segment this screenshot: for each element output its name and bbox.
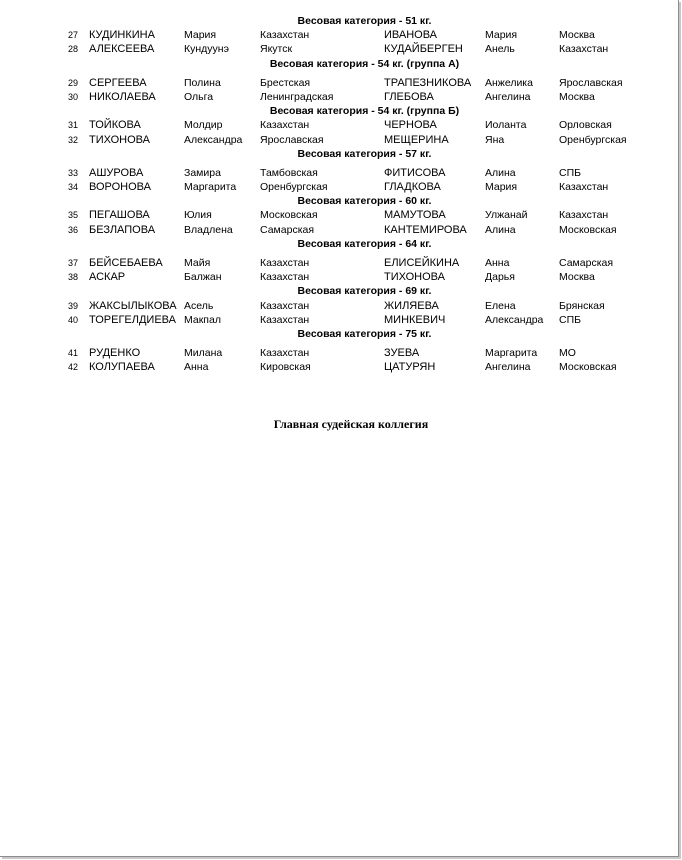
athlete-2-surname: ЧЕРНОВА xyxy=(384,119,437,132)
bout-number: 40 xyxy=(67,314,78,325)
athlete-2-name: Алина xyxy=(485,166,516,179)
athlete-2-name: Александра xyxy=(485,313,544,326)
bout-number: 37 xyxy=(67,258,78,268)
athlete-1-name: Маргарита xyxy=(184,181,237,194)
athlete-1-surname: ЖАКСЫЛЫКОВА xyxy=(89,299,177,312)
athlete-1-region: Тамбовская xyxy=(260,166,318,179)
bout-row xyxy=(0,360,679,374)
bout-row xyxy=(0,28,679,42)
athlete-2-name: Маргарита xyxy=(485,347,538,360)
athlete-1-name: Александра xyxy=(184,133,243,146)
athlete-1-region: Ленинградская xyxy=(260,90,334,103)
bout-number: 30 xyxy=(67,91,78,102)
bout-row xyxy=(0,166,679,180)
athlete-2-surname: ФИТИСОВА xyxy=(384,166,446,179)
bout-number: 28 xyxy=(67,44,78,55)
athlete-1-surname: ТОЙКОВА xyxy=(89,119,141,132)
athlete-1-name: Макпал xyxy=(184,313,221,326)
athlete-1-region: Казахстан xyxy=(260,119,310,132)
athlete-2-region: Москва xyxy=(559,29,595,42)
athlete-2-region: Самарская xyxy=(559,257,614,269)
bout-row xyxy=(0,133,679,147)
bout-number: 32 xyxy=(67,134,78,145)
bout-row xyxy=(0,346,679,360)
bout-row xyxy=(0,270,679,284)
athlete-2-name: Иоланта xyxy=(485,119,527,132)
athlete-1-region: Московская xyxy=(260,209,318,222)
athlete-1-region: Самарская xyxy=(260,223,315,236)
weight-category-heading: Весовая категория - 54 кг. (группа Б) xyxy=(269,105,460,118)
athlete-1-name: Анна xyxy=(184,361,209,374)
bout-row xyxy=(0,223,679,237)
bouts-list xyxy=(0,14,679,375)
athlete-1-name: Полина xyxy=(184,76,221,89)
athlete-1-name: Молдир xyxy=(184,119,223,132)
athlete-2-region: Орловская xyxy=(559,119,612,132)
athlete-2-name: Елена xyxy=(485,299,516,312)
athlete-1-name: Замира xyxy=(184,166,221,179)
bout-number: 39 xyxy=(67,300,78,311)
athlete-1-surname: ВОРОНОВА xyxy=(89,181,151,194)
athlete-1-surname: НИКОЛАЕВА xyxy=(89,90,156,103)
athlete-1-surname: БЕЗЛАПОВА xyxy=(89,223,156,236)
athlete-2-surname: ЕЛИСЕЙКИНА xyxy=(384,257,460,269)
athlete-1-surname: РУДЕНКО xyxy=(89,347,141,360)
athlete-1-region: Кировская xyxy=(260,361,311,374)
bout-number: 41 xyxy=(67,348,78,359)
athlete-1-region: Ярославская xyxy=(260,133,324,146)
athlete-1-name: Балжан xyxy=(184,271,222,284)
athlete-1-region: Оренбургская xyxy=(260,181,328,194)
athlete-2-region: МО xyxy=(559,347,576,360)
athlete-2-surname: ЗУЕВА xyxy=(384,347,420,360)
bout-number: 42 xyxy=(67,362,78,373)
athlete-2-region: СПБ xyxy=(559,166,582,179)
athlete-1-surname: АШУРОВА xyxy=(89,166,144,179)
bout-number: 36 xyxy=(67,224,78,235)
athlete-2-region: Оренбургская xyxy=(559,133,627,146)
athlete-2-surname: КАНТЕМИРОВА xyxy=(384,223,467,236)
athlete-1-region: Якутск xyxy=(260,43,293,56)
athlete-1-region: Казахстан xyxy=(260,29,310,42)
athlete-2-name: Анжелика xyxy=(485,76,533,89)
athlete-1-name: Майя xyxy=(184,257,211,269)
athlete-2-surname: ГЛАДКОВА xyxy=(384,181,441,194)
athlete-1-surname: ПЕГАШОВА xyxy=(89,209,150,222)
athlete-1-region: Казахстан xyxy=(260,257,310,269)
athlete-1-region: Брестская xyxy=(260,76,311,89)
athlete-1-name: Милана xyxy=(184,347,223,360)
athlete-1-region: Казахстан xyxy=(260,313,310,326)
athlete-1-region: Казахстан xyxy=(260,347,310,360)
bout-row xyxy=(0,256,679,270)
athlete-2-name: Ангелина xyxy=(485,361,531,374)
athlete-1-name: Асель xyxy=(184,299,214,312)
bout-row xyxy=(0,76,679,90)
athlete-1-region: Казахстан xyxy=(260,271,310,284)
weight-category-heading: Весовая категория - 64 кг. xyxy=(297,237,432,250)
athlete-2-surname: МЕЩЕРИНА xyxy=(384,133,449,146)
bout-row xyxy=(0,90,679,104)
athlete-2-region: Ярославская xyxy=(559,76,623,89)
athlete-1-surname: КОЛУПАЕВА xyxy=(89,361,155,374)
athlete-2-surname: ИВАНОВА xyxy=(384,29,438,42)
athlete-2-surname: ГЛЕБОВА xyxy=(384,90,434,103)
athlete-1-name: Юлия xyxy=(184,209,212,222)
weight-category-heading: Весовая категория - 57 кг. xyxy=(297,147,432,160)
athlete-2-surname: МИНКЕВИЧ xyxy=(384,313,446,326)
bout-row xyxy=(0,180,679,194)
jury-title: Главная судейская коллегия xyxy=(273,417,429,431)
weight-category-heading: Весовая категория - 51 кг. xyxy=(297,15,432,27)
athlete-1-surname: ТОРЕГЕЛДИЕВА xyxy=(89,313,176,326)
athlete-2-region: СПБ xyxy=(559,313,582,326)
athlete-1-region: Казахстан xyxy=(260,299,310,312)
athlete-1-surname: КУДИНКИНА xyxy=(89,29,155,42)
athlete-2-name: Яна xyxy=(485,133,505,146)
bout-number: 29 xyxy=(67,77,78,88)
athlete-1-surname: АСКАР xyxy=(89,271,126,284)
bout-number: 33 xyxy=(67,167,78,178)
athlete-2-region: Брянская xyxy=(559,299,605,312)
athlete-2-name: Мария xyxy=(485,181,518,194)
bout-number: 27 xyxy=(67,30,78,41)
athlete-2-surname: ТИХОНОВА xyxy=(384,271,445,284)
athlete-1-surname: АЛЕКСЕЕВА xyxy=(89,43,155,56)
athlete-2-region: Москва xyxy=(559,271,595,284)
athlete-1-name: Владлена xyxy=(184,223,233,236)
athlete-1-name: Кундуунэ xyxy=(184,43,229,56)
bout-number: 38 xyxy=(67,272,78,283)
bout-row xyxy=(0,208,679,222)
bout-number: 31 xyxy=(67,120,78,131)
athlete-2-surname: ТРАПЕЗНИКОВА xyxy=(384,76,472,89)
weight-category-heading: Весовая категория - 69 кг. xyxy=(297,285,432,298)
athlete-1-name: Мария xyxy=(184,29,217,42)
athlete-2-region: Казахстан xyxy=(559,181,609,194)
weight-category-heading: Весовая категория - 60 кг. xyxy=(297,195,432,208)
athlete-1-name: Ольга xyxy=(184,90,214,103)
athlete-2-surname: ЖИЛЯЕВА xyxy=(384,299,439,312)
athlete-1-surname: СЕРГЕЕВА xyxy=(89,76,147,89)
athlete-2-region: Казахстан xyxy=(559,209,609,222)
athlete-2-name: Улжанай xyxy=(485,209,528,222)
athlete-2-name: Дарья xyxy=(485,271,515,284)
bout-row xyxy=(0,299,679,313)
athlete-2-surname: КУДАЙБЕРГЕН xyxy=(384,43,463,56)
bout-row xyxy=(0,118,679,132)
bout-row xyxy=(0,313,679,327)
athlete-2-name: Алина xyxy=(485,223,516,236)
athlete-2-surname: МАМУТОВА xyxy=(384,209,446,222)
bout-number: 34 xyxy=(67,182,78,193)
athlete-2-name: Ангелина xyxy=(485,90,531,103)
athlete-1-surname: БЕЙСЕБАЕВА xyxy=(89,257,163,269)
weight-category-heading: Весовая категория - 54 кг. (группа А) xyxy=(269,57,460,70)
athlete-2-region: Московская xyxy=(559,361,617,374)
athlete-2-region: Казахстан xyxy=(559,43,609,56)
athlete-2-surname: ЦАТУРЯН xyxy=(384,361,436,374)
athlete-2-name: Анель xyxy=(485,43,515,56)
weight-category-heading: Весовая категория - 75 кг. xyxy=(297,327,432,340)
athlete-2-region: Москва xyxy=(559,90,595,103)
athlete-2-name: Анна xyxy=(485,257,510,269)
athlete-2-name: Мария xyxy=(485,29,518,42)
bout-row xyxy=(0,42,679,56)
athlete-1-surname: ТИХОНОВА xyxy=(89,133,150,146)
athlete-2-region: Московская xyxy=(559,223,617,236)
bout-number: 35 xyxy=(67,210,78,221)
